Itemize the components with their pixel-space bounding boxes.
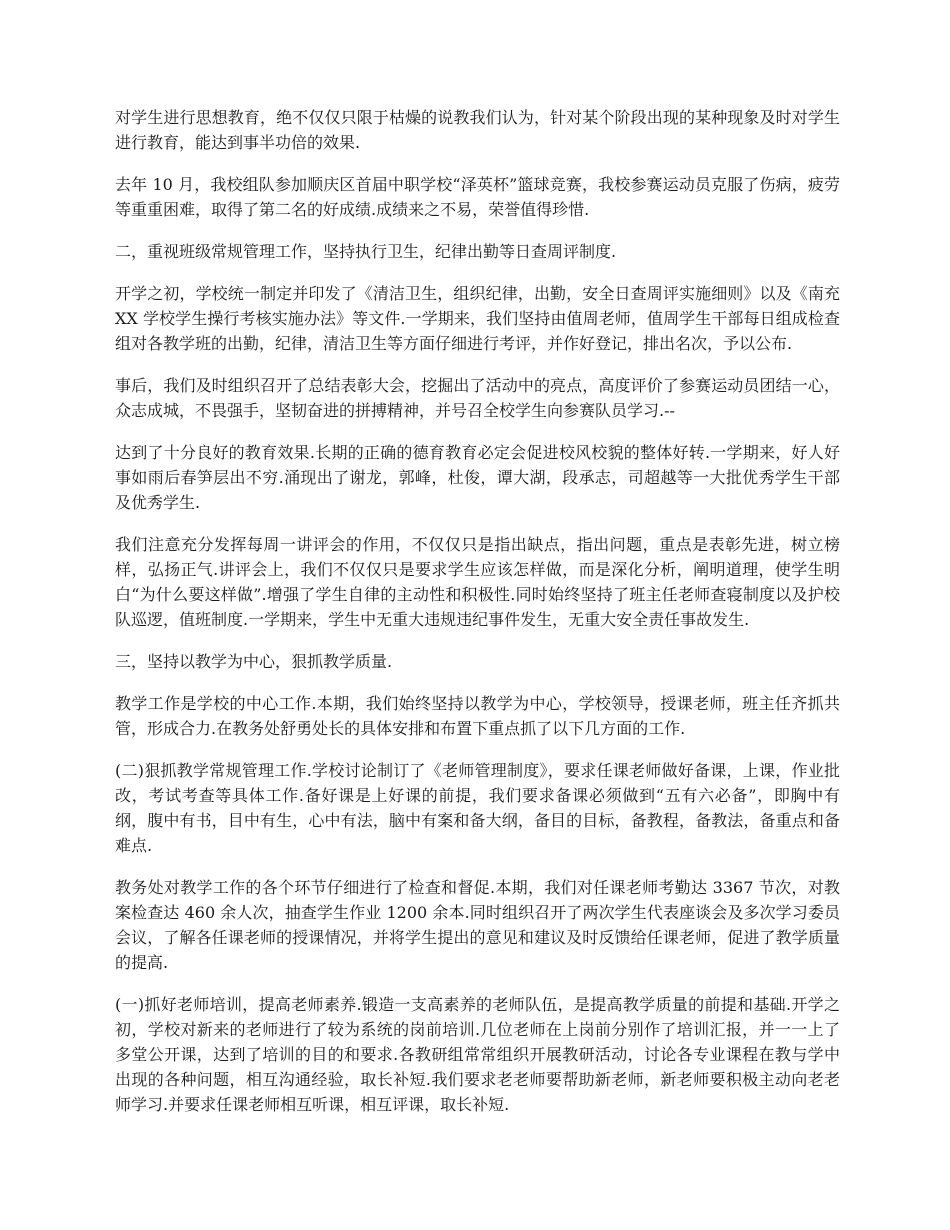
- paragraph-6: 达到了十分良好的教育效果.长期的正确的德育教育必定会促进校风校貌的整体好转.一学期来，好人好事如雨后春笋层出不穷.涌现出了谢龙，郭峰，杜俊，谭大湖，段承志，司超越等一大批优秀学生干部及优秀学生.: [115, 443, 840, 512]
- section-heading-3: 三，坚持以教学为中心，狠抓教学质量.: [115, 652, 393, 671]
- paragraph-11: 教务处对教学工作的各个环节仔细进行了检查和督促.本期，我们对任课老师考勤达 3367 节次，对教案检查达 460 余人次，抽查学生作业 1200 余本.同时组织召开了两次学生代表座谈会及多次学习委员会议，了解各任课老师的授课情况，并将学生提出的意见和建议及时反馈给任课老师，促进了教学质量的提高.: [115, 878, 840, 972]
- paragraph-2: 去年 10 月，我校组队参加顺庆区首届中职学校“泽英杯”篮球竞赛，我校参赛运动员克服了伤病，疲劳等重重困难，取得了第二名的好成绩.成绩来之不易，荣誉值得珍惜.: [115, 175, 840, 219]
- paragraph-4: 开学之初，学校统一制定并印发了《清洁卫生，组织纪律，出勤，安全日查周评实施细则》以及《南充 XX 学校学生操行考核实施办法》等文件.一学期来，我们坚持由值周老师，值周学生干部每日组成检查组对各教学班的出勤，纪律，清洁卫生等方面仔细进行考评，并作好登记，排出名次，予以公布.: [115, 284, 840, 353]
- paragraph-5: 事后，我们及时组织召开了总结表彰大会，挖掘出了活动中的亮点，高度评价了参赛运动员团结一心，众志成城，不畏强手，坚韧奋进的拼搏精神，并号召全校学生向参赛队员学习.--: [115, 376, 840, 420]
- paragraph-1: 对学生进行思想教育，绝不仅仅只限于枯燥的说教我们认为，针对某个阶段出现的某种现象及时对学生进行教育，能达到事半功倍的效果.: [115, 108, 840, 152]
- document-body: [115, 105, 840, 1134]
- paragraph-12: (一)抓好老师培训，提高老师素养.锻造一支高素养的老师队伍，是提高教学质量的前提和基础.开学之初，学校对新来的老师进行了较为系统的岗前培训.几位老师在上岗前分别作了培训汇报，并一一上了多堂公开课，达到了培训的目的和要求.各教研组常常组织开展教研活动，讨论各专业课程在教与学中出现的各种问题，相互沟通经验，取长补短.我们要求老老师要帮助新老师，新老师要积极主动向老老师学习.并要求任课老师相互听课，相互评课，取长补短.: [115, 995, 840, 1114]
- paragraph-7: 我们注意充分发挥每周一讲评会的作用，不仅仅只是指出缺点，指出问题，重点是表彰先进，树立榜样，弘扬正气.讲评会上，我们不仅仅只是要求学生应该怎样做，而是深化分析，阐明道理，使学生明白“为什么要这样做”.增强了学生自律的主动性和积极性.同时始终坚持了班主任老师查寝制度以及护校队巡逻，值班制度.一学期来，学生中无重大违规违纪事件发生，无重大安全责任事故发生.: [115, 535, 840, 629]
- paragraph-10: (二)狠抓教学常规管理工作.学校讨论制订了《老师管理制度》，要求任课老师做好备课，上课，作业批改，考试考查等具体工作.备好课是上好课的前提，我们要求备课必须做到“五有六必备”，即胸中有纲，腹中有书，目中有生，心中有法，脑中有案和备大纲，备目的目标，备教程，备教法，备重点和备难点.: [115, 761, 840, 855]
- section-heading-2: 二，重视班级常规管理工作，坚持执行卫生，纪律出勤等日查周评制度.: [115, 242, 617, 261]
- paragraph-9: 教学工作是学校的中心工作.本期，我们始终坚持以教学为中心，学校领导，授课老师，班主任齐抓共管，形成合力.在教务处舒勇处长的具体安排和布置下重点抓了以下几方面的工作.: [115, 694, 840, 738]
